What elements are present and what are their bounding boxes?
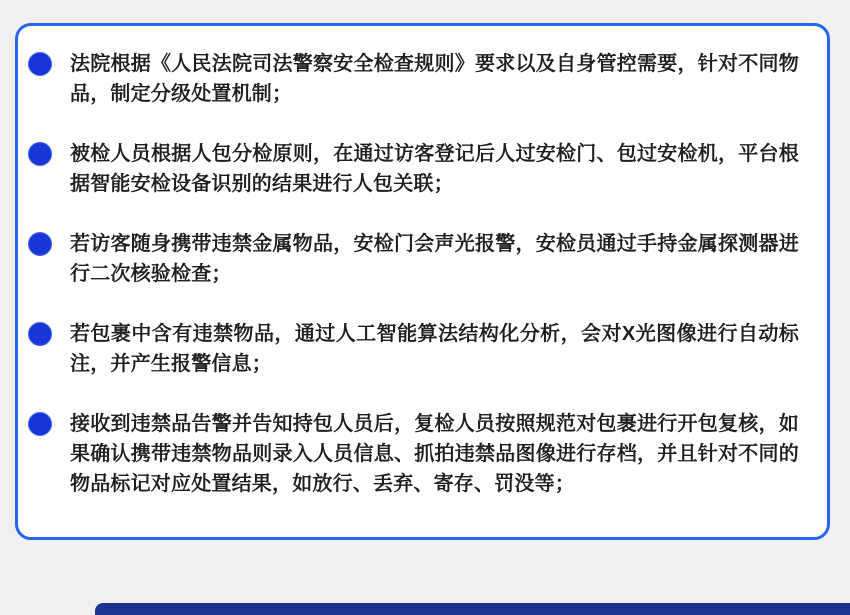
bullet-dot-icon	[29, 53, 51, 75]
list-item-text: 接收到违禁品告警并告知持包人员后，复检人员按照规范对包裹进行开包复核，如果确认携带违禁物品则录入人员信息、抓拍违禁品图像进行存档，并且针对不同的物品标记对应处置结果，如放行、丢弃、寄存、罚没等；	[70, 413, 799, 495]
list-item-text: 若访客随身携带违禁金属物品，安检门会声光报警，安检员通过手持金属探测器进行二次核验检查；	[70, 233, 799, 285]
list-item-text: 法院根据《人民法院司法警察安全检查规则》要求以及自身管控需要，针对不同物品，制定分级处置机制；	[70, 53, 799, 105]
list-item	[29, 409, 799, 499]
security-check-info-card	[15, 23, 830, 540]
bullet-dot-icon	[29, 323, 51, 345]
bullet-list	[18, 26, 827, 499]
list-item-text: 若包裹中含有违禁物品，通过人工智能算法结构化分析，会对X光图像进行自动标注，并产生报警信息；	[70, 323, 799, 375]
list-item	[29, 49, 799, 109]
list-item	[29, 229, 799, 289]
list-item	[29, 139, 799, 199]
next-section-top-edge	[95, 603, 850, 615]
list-item	[29, 319, 799, 379]
bullet-dot-icon	[29, 143, 51, 165]
bullet-dot-icon	[29, 413, 51, 435]
bullet-dot-icon	[29, 233, 51, 255]
list-item-text: 被检人员根据人包分检原则，在通过访客登记后人过安检门、包过安检机，平台根据智能安检设备识别的结果进行人包关联；	[70, 143, 799, 195]
